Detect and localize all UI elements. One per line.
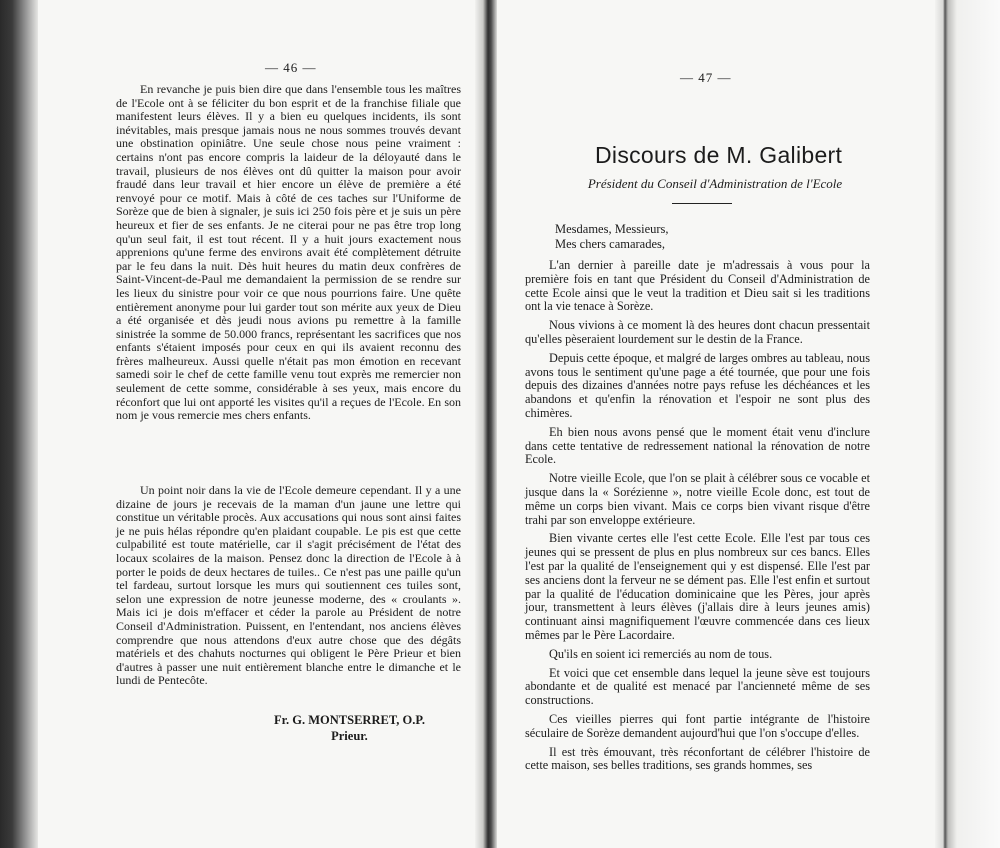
signature-name: Fr. G. MONTSERRET, O.P. [274, 713, 425, 727]
paragraph: Eh bien nous avons pensé que le moment était venu d'inclure dans cette tentative de redressement national la rénovation de notre Ecole. [525, 424, 870, 467]
paragraph: Il est très émouvant, très réconfortant de célébrer l'histoire de cette maison, ses belles traditions, ses grands hommes, ses [525, 744, 870, 773]
scan-right-edge [935, 0, 1000, 848]
paragraph: Ces vieilles pierres qui font partie intégrante de l'histoire séculaire de Sorèze demandent aujourd'hui que l'on s'occupe d'elles. [525, 711, 870, 740]
left-body-paragraph-1 [116, 83, 461, 423]
right-page [500, 0, 930, 848]
salutation [555, 222, 669, 252]
paragraph: Et voici que cet ensemble dans lequel la jeune sève est toujours abondante et de qualité est menacé par l'ancienneté même de ses constructions. [525, 665, 870, 708]
signature-block [274, 712, 425, 744]
paragraph: Depuis cette époque, et malgré de larges ombres au tableau, nous avons tous le sentiment qu'une page a été tournée, que pour une fois depuis des dizaines d'années notre pays refuse les déchéances et les abandons et qu'enfin la rénovation et l'espoir ne sont plus des chimères. [525, 350, 870, 420]
scan-left-edge [0, 0, 38, 848]
paragraph: Qu'ils en soient ici remerciés au nom de tous. [549, 646, 773, 661]
book-gutter [475, 0, 497, 848]
paragraph: Un point noir dans la vie de l'Ecole demeure cependant. Il y a une dizaine de jours je recevais de la maman d'un jaune une lettre qui constitue un véritable procès. Aux accusations qui nous sont ainsi faites je ne puis hélas répondre qu'en plaidant coupable. Le pis est que cette culpabilité est toute matérielle, car il s'agit précisément de l'état des locaux scolaires de la maison. Pensez donc la direction de l'Ecole à à porter le poids de deux hectares de tuiles.. Ce n'est pas une paille qu'un tel fardeau, surtout lorsque les murs qui soutiennent ces tuiles sont, selon une expression de notre jeunesse moderne, des « croulants ». Mais ici je dois m'effacer et céder la parole au Président de notre Conseil d'Administration. Puissent, en l'entendant, nos anciens élèves comprendre que nous attendons d'eux autre chose que des dégâts matériels et des chahuts nocturnes qui obligent le Père Prieur et bien d'autres à passer une nuit entièrement blanche entre le dimanche et le lundi de Pentecôte. [116, 483, 461, 688]
paragraph: L'an dernier à pareille date je m'adressais à vous pour la première fois en tant que Président du Conseil d'Administration de cette Ecole ainsi que le veut la tradition et Dieu sait si les traditions ont la vie tenace à Sorèze. [525, 258, 870, 314]
paragraph: Nous vivions à ce moment là des heures dont chacun pressentait qu'elles pèseraient lourdement sur le destin de la France. [525, 318, 870, 346]
speech-subtitle: Président du Conseil d'Administration de l'Ecole [587, 176, 843, 191]
paragraph: Notre vieille Ecole, que l'on se plait à célébrer sous ce vocable et jusque dans la « Sorézienne », notre vieille Ecole donc, est tout de même un corps bien vivant. Mais ce corps bien vivant risque d'être trahi par son enveloppe extérieure. [525, 471, 870, 527]
title-divider [672, 203, 732, 204]
page-number-right: — 47 — [680, 70, 732, 85]
speech-title: Discours de M. Galibert [595, 142, 843, 168]
salutation-line-2: Mes chers camarades, [555, 237, 666, 251]
page-number-left: — 46 — [265, 60, 317, 75]
right-body [525, 259, 870, 778]
paragraph: Bien vivante certes elle l'est cette Ecole. Elle l'est par tous ces jeunes qui se pressent de plus en plus nombreux sur ces bancs. Elles l'est par la qualité de l'enseignement qui y est dispensé. Elle l'est par ses anciens dont la ferveur ne se dément pas. Elle l'est enfin et surtout par la qualité de l'éducation dominicaine que les Pères, jour après jour, transmettent à leurs élèves (j'allais dire à leurs jeunes amis) continuant ainsi magnifiquement l'œuvre commencée dans ces lieux mêmes par le Père Lacordaire. [525, 531, 870, 642]
paragraph: En revanche je puis bien dire que dans l'ensemble tous les maîtres de l'Ecole ont à se féliciter du bon esprit et de la franchise filiale que manifestent leurs élèves. Il y a bien eu quelques incidents, ils sont inévitables, mais presque jamais nous ne nous sommes trouvés devant une obstination opiniâtre. Une seule chose nous peine vraiment : certains n'ont pas encore compris la laideur de la déloyauté dans le travail, plusieurs de nos élèves ont dû quitter la maison pour avoir fraudé dans leur travail et hier encore un élève de première a été renvoyé pour ce motif. Mais à côté de ces taches sur l'Uniforme de Sorèze que de bien à signaler, je suis ici 250 fois père et je suis un père heureux et fier de ses enfants. Je ne citerai pour ne pas être trop long qu'un seul fait, il est tout récent. Il y a huit jours exactement nous apprenions qu'une ferme des environs avait été complètement détruite par le feu dans la nuit. Dès huit heures du matin deux confrères de Saint-Vincent-de-Paul me demandaient la permission de se rendre sur les lieux du sinistre pour voir ce que nous pourrions faire. Une quête entièrement anonyme pour lui garder tout son mérite aux yeux de Dieu a été organisée et dès jeudi nous avions pu remettre à la famille sinistrée la somme de 50.000 francs, représentant les sacrifices que nos enfants s'étaient imposés pour ceux en qui ils avaient reconnu des frères malheureux. Aussi quelle n'était pas mon émotion en recevant samedi soir le chef de cette famille venu tout exprès me remercier non seulement de cette somme, considérable à ses yeux, mais encore du réconfort que lui ont apporté les visites qu'il a reçues de l'Ecole. En son nom je vous remercie mes chers enfants. [116, 82, 461, 423]
left-body-paragraph-2 [116, 484, 461, 688]
left-page [40, 0, 470, 848]
salutation-line-1: Mesdames, Messieurs, [555, 222, 669, 236]
signature-title: Prieur. [331, 729, 368, 743]
